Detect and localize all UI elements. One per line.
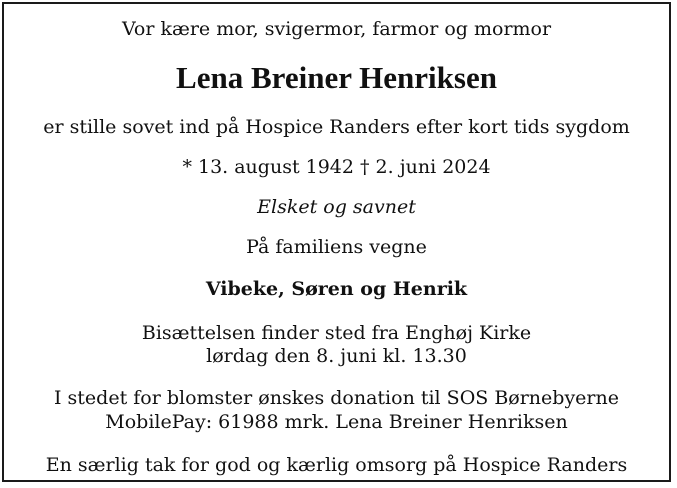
thanks-line: En særlig tak for god og kærlig omsorg på Hospice Randers xyxy=(45,454,628,476)
birth-death-dates: * 13. august 1942 † 2. juni 2024 xyxy=(182,156,491,178)
donation-line-2: MobilePay: 61988 mrk. Lena Breiner Henriksen xyxy=(105,411,568,433)
funeral-line-2: lørdag den 8. juni kl. 13.30 xyxy=(206,345,467,367)
deceased-name: Lena Breiner Henriksen xyxy=(176,60,497,95)
on-behalf-line: På familiens vegne xyxy=(246,236,427,258)
donation-line-1: I stedet for blomster ønskes donation til SOS Børnebyerne xyxy=(53,387,619,409)
passing-line: er stille sovet ind på Hospice Randers efter kort tids sygdom xyxy=(43,116,630,138)
tribute-line: Elsket og savnet xyxy=(257,196,416,218)
funeral-line-1: Bisættelsen finder sted fra Enghøj Kirke xyxy=(141,322,532,344)
intro-line: Vor kære mor, svigermor, farmor og mormor xyxy=(121,18,552,40)
family-names: Vibeke, Søren og Henrik xyxy=(205,278,468,300)
obituary-notice xyxy=(2,2,671,482)
